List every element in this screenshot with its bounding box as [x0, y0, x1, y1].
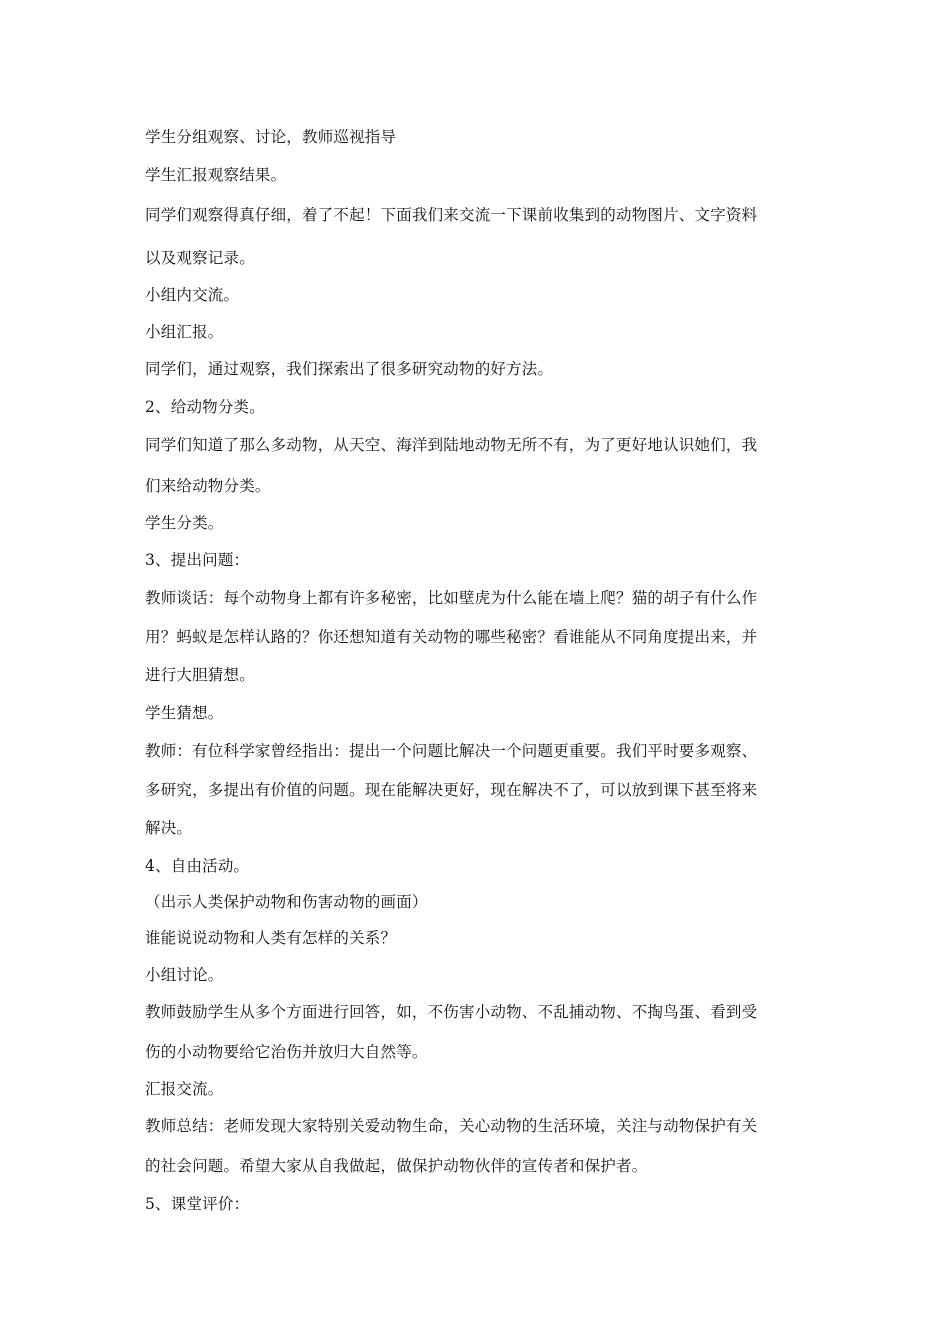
- text-line: 同学们，通过观察，我们探索出了很多研究动物的好方法。: [145, 360, 554, 378]
- section-heading: 2、给动物分类。: [145, 398, 265, 416]
- text-line: 小组内交流。: [145, 286, 240, 304]
- text-line: 谁能说说动物和人类有怎样的关系？: [145, 929, 397, 947]
- text-line: 学生分组观察、讨论，教师巡视指导: [145, 128, 397, 146]
- text-line: （出示人类保护动物和伤害动物的画面）: [145, 893, 428, 911]
- text-line: 教师谈话：每个动物身上都有许多秘密，比如壁虎为什么能在墙上爬？猫的胡子有什么作: [145, 589, 758, 607]
- text-line: 多研究，多提出有价值的问题。现在能解决更好，现在解决不了，可以放到课下甚至将来: [145, 781, 758, 799]
- text-line: 同学们观察得真仔细，着了不起！下面我们来交流一下课前收集到的动物图片、文字资料: [145, 206, 758, 224]
- text-line: 小组汇报。: [145, 323, 224, 341]
- text-line: 的社会问题。希望大家从自我做起，做保护动物伙伴的宣传者和保护者。: [145, 1157, 648, 1175]
- text-line: 进行大胆猜想。: [145, 666, 255, 684]
- text-line: 汇报交流。: [145, 1080, 224, 1098]
- text-line: 教师总结：老师发现大家特别关爱动物生命，关心动物的生活环境，关注与动物保护有关: [145, 1117, 758, 1135]
- section-heading: 3、提出问题：: [145, 551, 250, 569]
- text-line: 同学们知道了那么多动物，从天空、海洋到陆地动物无所不有，为了更好地认识她们，我: [145, 436, 758, 454]
- text-line: 们来给动物分类。: [145, 477, 271, 495]
- text-line: 解决。: [145, 819, 193, 837]
- text-line: 教师：有位科学家曾经指出：提出一个问题比解决一个问题更重要。我们平时要多观察、: [145, 742, 758, 760]
- text-line: 学生汇报观察结果。: [145, 166, 287, 184]
- text-line: 用？蚂蚁是怎样认路的？你还想知道有关动物的哪些秘密？看谁能从不同角度提出来，并: [145, 628, 758, 646]
- text-line: 学生分类。: [145, 514, 224, 532]
- section-heading: 4、自由活动。: [145, 857, 250, 875]
- text-line: 伤的小动物要给它治伤并放归大自然等。: [145, 1043, 428, 1061]
- text-line: 小组讨论。: [145, 966, 224, 984]
- text-line: 以及观察记录。: [145, 249, 255, 267]
- text-line: 学生猜想。: [145, 704, 224, 722]
- text-line: 教师鼓励学生从多个方面进行回答，如，不伤害小动物、不乱捕动物、不掏鸟蛋、看到受: [145, 1003, 758, 1021]
- section-heading: 5、课堂评价：: [145, 1195, 250, 1213]
